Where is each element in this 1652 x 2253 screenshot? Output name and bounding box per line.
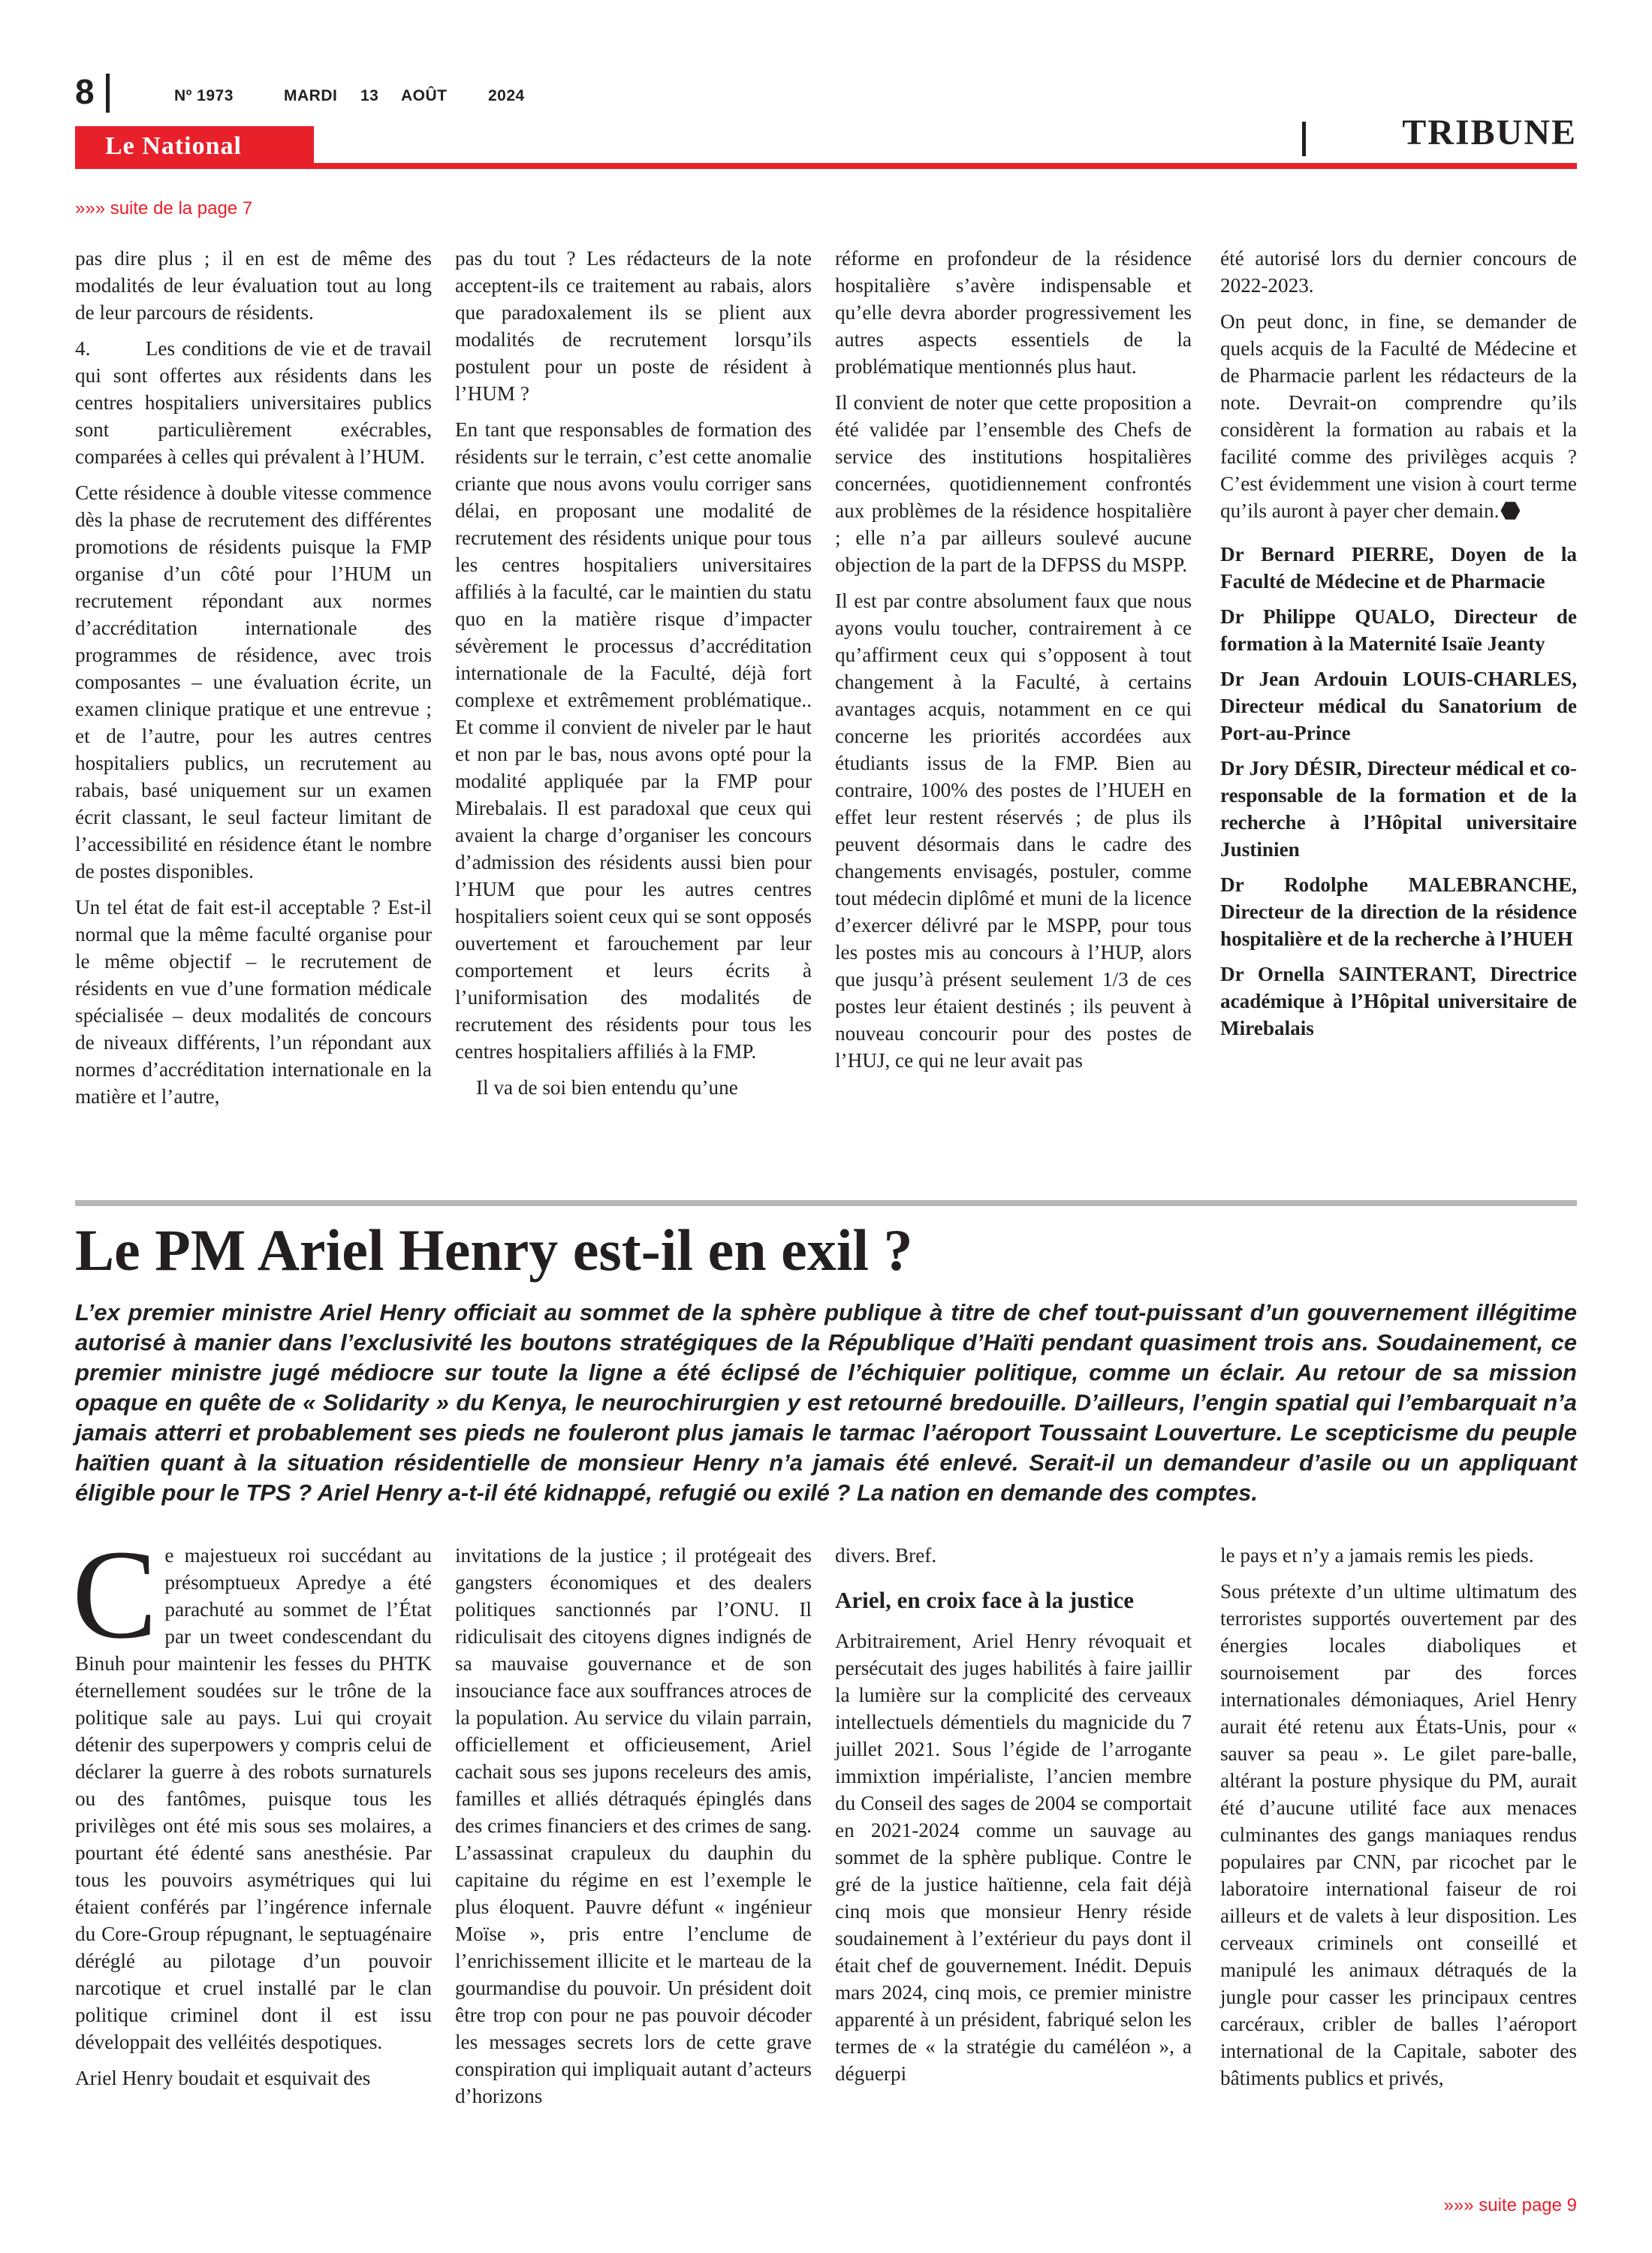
continued-from-link[interactable]: »»» suite de la page 7: [75, 198, 253, 219]
main-article-column-1: [72, 1524, 432, 2188]
paragraph: pas du tout ? Les rédacteurs de la note acceptent-ils ce traitement au rabais, alors que paradoxalement ils se plient aux modalités de recrutement lorsqu’ils postulent pour un poste de résident à l’HUM ?: [455, 247, 812, 405]
signatory: Dr Philippe QUALO, Directeur de formation à la Maternité Isaïe Jeanty: [1220, 605, 1577, 655]
signatory: Dr Ornella SAINTERANT, Directrice académique à l’Hôpital universitaire de Mirebalais: [1220, 963, 1577, 1039]
paragraph: Il va de soi bien entendu qu’une: [476, 1076, 738, 1099]
paragraph: invitations de la justice ; il protégeait des gangsters économiques et des dealers politiques sanctionnés par l’ONU. Il ridiculisait des citoyens dignes indignés de sa mauvaise gouvernance et de son insouciance face aux souffrances atroces de la population. Au service du vilain parrain, officiellement et officieusement, Ariel cachait sous ses jupons receleurs des amis, familles et alliés détraqués épinglés dans des crimes financiers et des crimes de sang. L’assassinat crapuleux du dauphin du capitaine du régime en est l’exemple le plus éloquent. Pauvre défunt « ingénieur Moïse », pris entre l’enclume de l’enrichissement illicite et le marteau de la gourmandise du pouvoir. Un président doit être trop con pour ne pas pouvoir décoder les messages secrets lors de cette grave conspiration qui impliquait autant d’acteurs d’horizons: [455, 1544, 812, 2107]
article-divider: [75, 1200, 1577, 1206]
date-year: 2024: [488, 87, 525, 104]
article-lead: L’ex premier ministre Ariel Henry officiait au sommet de la sphère publique à titre de chef tout-puissant d’un gouvernement illégitime autorisé à manier dans l’exclusivité les boutons stratégiques de la République d’Haïti pendant quasiment trois ans. Soudainement, ce premier ministre jugé médiocre sur toute la ligne a été éclipsé de l’échiquier politique, comme un éclair. Au retour de sa mission opaque en quête de « Solidarity » du Kenya, le neurochirurgien y est retourné bredouille. D’ailleurs, l’engin spatial qui l’embarquait n’a jamais atterri et probablement ses pieds ne fouleront plus jamais le tarmac l’aéroport Toussaint Louverture. Le scepticisme du peuple haïtien quant à la situation résidentielle de monsieur Henry n’a jamais été enlevé. Serait-il un demandeur d’asile ou un appliquant éligible pour le TPS ? Ariel Henry a-t-il été kidnappé, refugié ou exilé ? La nation en demande des comptes.: [75, 1299, 1577, 1506]
signatory: Dr Jean Ardouin LOUIS-CHARLES, Directeur médical du Sanatorium de Port-au-Prince: [1220, 668, 1577, 744]
paragraph: 4. Les conditions de vie et de travail qui sont offertes aux résidents dans les centres hospitaliers universitaires publics sont particulièrement exécrables, comparées à celles qui prévalent à l’HUM.: [75, 337, 437, 468]
paragraph: pas dire plus ; il en est de même des modalités de leur évaluation tout au long de leur parcours de résidents.: [75, 247, 432, 324]
section-divider: [1302, 122, 1306, 156]
date-month: AOÛT: [401, 87, 448, 104]
paragraph: En tant que responsables de formation des résidents sur le terrain, c’est cette anomalie criante que nous avons voulu corriger sans délai, en proposant une modalité de recrutement des résidents unique pour tous les centres hospitaliers universitaires affiliés à la faculté, car le maintien du statu quo en la matière risque d’impacter sévèrement le processus d’accréditation internationale de la Faculté, déjà fort complexe et extrêmement problématique.. Et comme il convient de niveler par le haut et non par le bas, nous avons opté pour la modalité appliquée par la FMP pour Mirebalais. Il est paradoxal que ceux qui avaient la charge d’organiser les concours d’admission des résidents aussi bien pour l’HUM que pour les autres centres hospitaliers soient ceux qui se sont opposés ouvertement et farouchement par leur comportement et leurs écrits à l’uniformisation des modalités de recrutement des résidents pour tous les centres hospitaliers affiliés à la FMP.: [455, 418, 812, 1063]
main-article-column-3: [835, 1542, 1192, 2188]
paragraph: été autorisé lors du dernier concours de 2022-2023.: [1220, 247, 1577, 297]
signatory: Dr Bernard PIERRE, Doyen de la Faculté de Médecine et de Pharmacie: [1220, 543, 1577, 593]
date-day: 13: [360, 87, 379, 104]
top-article-column-1: [75, 245, 437, 1176]
paragraph: le pays et n’y a jamais remis les pieds.: [1220, 1544, 1534, 1567]
paragraph: [72, 1524, 432, 2055]
top-article-column-2: [455, 245, 812, 1176]
main-article-column-2: [455, 1542, 812, 2188]
header-rule: [75, 163, 1577, 169]
issue-number: Nº 1973: [174, 87, 234, 104]
page-number-divider: [106, 74, 110, 113]
subheading: Ariel, en croix face à la justice: [835, 1587, 1134, 1613]
paragraph: [1220, 308, 1577, 524]
article-headline: Le PM Ariel Henry est-il en exil ?: [75, 1217, 913, 1283]
end-of-article-icon: [1500, 501, 1520, 520]
paragraph: Ariel Henry boudait et esquivait des: [75, 2067, 371, 2089]
top-article-column-4: [1220, 245, 1577, 1176]
page-number: 8: [75, 72, 95, 111]
drop-cap: C: [72, 1524, 158, 1665]
paragraph: Cette résidence à double vitesse commence dès la phase de recrutement des différentes promotions de résidents puisque la FMP organise d’un côté pour l’HUM un recrutement répondant aux normes d’accréditation internationale des programmes de résidence, avec trois composantes – une évaluation écrite, un examen clinique pratique et une entrevue ; et de l’autre, pour les autres centres hospitaliers publics, un recrutement au rabais, basé uniquement sur un examen écrit classant, le seul facteur limitant de l’accessibilité en résidence étant le nombre de postes disponibles.: [75, 481, 432, 882]
paragraph: réforme en profondeur de la résidence hospitalière s’avère indispensable et qu’elle devra aborder progressivement les autres aspects essentiels de la problématique mentionnés plus haut.: [835, 247, 1192, 378]
paragraph: Arbitrairement, Ariel Henry révoquait et persécutait des juges habilités à faire jaillir la lumière sur la complicité des cerveaux intellectuels démentiels du magnicide du 7 juillet 2021. Sous l’égide de l’arrogante immixtion impérialiste, l’ancien membre du Conseil des sages de 2004 se comportait en 2021-2024 comme un sauvage au sommet de la sphère publique. Contre le gré de la justice haïtienne, cela fait déjà cinq mois que monsieur Henry réside soudainement à l’extérieur du pays dont il était chef de gouvernement. Inédit. Depuis mars 2024, cinq mois, ce premier ministre apparenté à un président, fabriqué selon les termes de « la stratégie du caméléon », a déguerpi: [835, 1630, 1192, 2085]
section-name: TRIBUNE: [1402, 113, 1577, 152]
signatory: Dr Rodolphe MALEBRANCHE, Directeur de la direction de la résidence hospitalière et de la recherche à l’HUEH: [1220, 873, 1577, 950]
paragraph: Il est par contre absolument faux que nous ayons voulu toucher, contrairement à ce qu’affirment ceux qui s’opposent à tout changement à la Faculté, à certains avantages acquis, notamment en ce qui concerne les priorités accordées aux étudiants issus de la FMP. Bien au contraire, 100% des postes de l’HUEH en effet leur restent réservés ; de plus ils peuvent désormais dans le cadre des changements envisagés, postuler, comme tout médecin diplômé et muni de la licence d’exercer délivré par le MSPP, pour tous les postes mis au concours à l’HUP, alors que jusqu’à présent seulement 1/3 de ces postes leur étaient destinés ; ils peuvent à nouveau concourir pour des postes de l’HUJ, ce qui ne leur avait pas: [835, 590, 1192, 1072]
closing-paragraph: On peut donc, in fine, se demander de quels acquis de la Faculté de Médecine et de Pharmacie parlent les rédacteurs de la note. Devrait-on comprendre qu’ils considèrent la formation au rabais et la facilité comme des privilèges acquis ? C’est évidemment une vision à court terme qu’ils auront à payer cher demain.: [1220, 310, 1577, 522]
main-article-column-4: [1220, 1542, 1577, 2188]
date-weekday: MARDI: [284, 87, 338, 104]
opening-text: e majestueux roi succédant au présomptueux Apredye a été parachuté au sommet de l’État par un tweet condescendant du Binuh pour maintenir les fesses du PHTK éternellement soudées sur le trône de la politique sale au pays. Lui qui croyait détenir des superpowers y compris celui de déclarer la guerre à des robots surnaturels ou des fantômes, puisque tous les privilèges ont été mis sous ses molaires, a pourtant été édenté sans anesthésie. Par tous les pouvoirs asymétriques qui lui étaient conférés par l’ingérence infernale du Core-Group répugnant, le septuagénaire déréglé au pilotage d’un pouvoir narcotique et cruel installé par le clan politique criminel dont il est issu développait des velléités despotiques.: [75, 1544, 432, 2053]
paragraph: Il convient de noter que cette proposition a été validée par l’ensemble des Chefs de service des institutions hospitalières concernées, quotidiennement confrontés aux problèmes de la résidence hospitalière ; elle n’a par ailleurs soulevé aucune objection de la part de la DFPSS du MSPP.: [835, 391, 1192, 576]
publication-name: Le National: [105, 132, 242, 160]
paragraph: Un tel état de fait est-il acceptable ? Est-il normal que la même faculté organise pour le même objectif – le recrutement de résidents en vue d’une formation médicale spécialisée – deux modalités de concours de niveaux différents, l’un répondant aux normes d’accréditation internationale en la matière et l’autre,: [75, 896, 432, 1108]
continued-to-link[interactable]: »»» suite page 9: [1443, 2195, 1577, 2215]
paragraph: Sous prétexte d’un ultime ultimatum des terroristes supportés ouvertement par des énergies locales diaboliques et sournoisement par des forces internationales démoniaques, Ariel Henry aurait été retenu aux États-Unis, pour « sauver sa peau ». Le gilet pare-balle, altérant la posture physique du PM, aurait été d’aucune utilité face aux menaces culminantes des gangs maniaques rendus populaires par CNN, par ricochet par le laboratoire international faiseur de roi ailleurs et de valets à leur disposition. Les cerveaux criminels ont conseillé et manipulé les animaux détraqués de la jungle pour casser les principaux centres carcéraux, cribler de balles l’aéroport international de la Capitale, saboter des bâtiments publics et privés,: [1220, 1580, 1577, 2089]
paragraph: divers. Bref.: [835, 1544, 937, 1567]
signatory: Dr Jory DÉSIR, Directeur médical et co-responsable de la formation et de la recherche à l’Hôpital universitaire Justinien: [1220, 757, 1577, 861]
top-article-column-3: [835, 245, 1192, 1176]
